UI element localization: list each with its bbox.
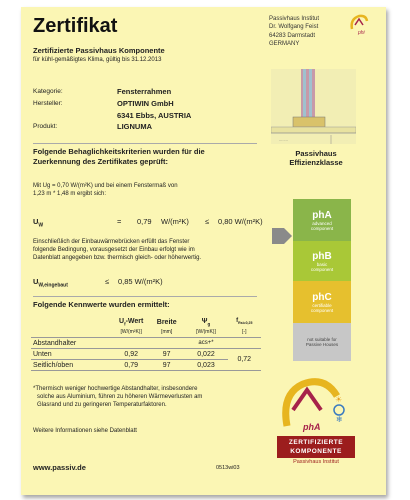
- uw-eq: =: [117, 217, 122, 226]
- class-phb-name: phB: [312, 250, 332, 262]
- col-frsi: $f_{Rsi=0,25}$: [236, 318, 253, 326]
- footnote-line3: Glasrand und zu geringeren Temperaturfaktoren.: [37, 402, 167, 408]
- uwe-value: 0,85 W/(m²K): [118, 277, 163, 286]
- certificate-code: 0513wi03: [216, 465, 240, 471]
- kennwerte-table: [31, 317, 261, 371]
- class-marker-arrow-icon: [272, 225, 292, 247]
- institute-address: [269, 15, 319, 48]
- row-uf: 0,92: [113, 349, 149, 360]
- seal-line2: KOMPONENTE: [290, 448, 342, 455]
- installation-text-line1: Einschließlich der Einbauwärmebrücken erfüllt das Fenster: [33, 239, 190, 245]
- svg-text:........: ........: [279, 137, 288, 142]
- value-manufacturer-address: 6341 Ebbs, AUSTRIA: [117, 111, 192, 120]
- table-row: [31, 338, 261, 349]
- seal-banner: [277, 436, 355, 458]
- class-not-suitable-label2: Passive Houses: [305, 342, 339, 347]
- institute-city: 64283 Darmstadt: [269, 32, 316, 39]
- uwe-le: ≤: [105, 277, 110, 286]
- installation-text-line3: Datenblatt angegeben bzw. thermisch gleich- oder höherwertig.: [33, 255, 202, 261]
- seal-institute: Passivhaus Institut: [293, 459, 339, 465]
- row-uf: 0,79: [113, 360, 149, 371]
- row-psi: 0,023: [184, 360, 227, 371]
- seal-graphic-icon: [273, 372, 359, 434]
- unit-uf: [W/(m²K)]: [113, 327, 149, 338]
- frsi-value: 0,72: [228, 349, 261, 371]
- certificate-validity: für kühl-gemäßigtes Klima, gültig bis 31.12.2013: [33, 57, 162, 63]
- unit-frsi: [-]: [228, 327, 261, 338]
- efficiency-heading-line1: Passivhaus: [295, 149, 337, 158]
- certificate-title: Zertifikat: [33, 15, 118, 37]
- table-row: [31, 360, 261, 371]
- table-header-row: [31, 317, 261, 327]
- uwe-label: U: [33, 277, 39, 286]
- label-product: Produkt:: [33, 123, 58, 130]
- footnote-line2: solche aus Aluminium, führen zu höheren Wärmeverlusten am: [37, 394, 203, 400]
- class-phc-name: phC: [312, 291, 332, 303]
- certified-component-seal: [273, 372, 359, 470]
- uw-limit: 0,80 W/(m²K): [218, 217, 263, 226]
- uw-symbol: [33, 217, 43, 229]
- institute-name: Passivhaus Institut: [269, 16, 320, 22]
- criteria-heading: [33, 147, 205, 167]
- table-unit-row: [31, 327, 261, 338]
- institute-country: GERMANY: [269, 40, 300, 47]
- value-manufacturer: OPTIWIN GmbH: [117, 99, 174, 108]
- row-breite: 97: [149, 360, 184, 371]
- col-psi: $\Psi_g$: [201, 317, 211, 327]
- seal-line1: ZERTIFIZIERTE: [288, 439, 344, 446]
- class-pha-label2: component: [310, 225, 334, 231]
- installation-text: [33, 238, 201, 262]
- spacer-value: acs+*: [184, 338, 227, 349]
- certificate-subtitle: Zertifizierte Passivhaus Komponente: [33, 46, 165, 55]
- unit-breite: [mm]: [149, 327, 184, 338]
- class-phb-label2: component: [310, 266, 334, 272]
- class-phc-label1: certifiable: [312, 302, 332, 308]
- class-pha-label1: advanced: [312, 220, 332, 226]
- row-breite: 97: [149, 349, 184, 360]
- divider: [33, 143, 257, 144]
- row-name: Unten: [31, 349, 113, 360]
- criteria-text-line1: Mit Ug = 0,70 W/(m²K) und bei einem Fenstermaß von: [33, 183, 178, 189]
- more-info: Weitere Informationen siehe Datenblatt: [33, 428, 137, 434]
- col-breite: Breite: [156, 318, 177, 326]
- uw-le: ≤: [205, 217, 210, 226]
- footnote-line1: *Thermisch weniger hochwertige Abstandhalter, insbesondere: [33, 386, 198, 392]
- phi-logo-icon: [348, 13, 370, 35]
- class-phb: [293, 241, 351, 281]
- window-frame-illustration: [271, 69, 356, 144]
- label-category: Kategorie:: [33, 88, 63, 95]
- spacer-label: Abstandhalter: [31, 338, 113, 349]
- class-pha: [293, 199, 351, 241]
- label-manufacturer: Hersteller:: [33, 100, 63, 107]
- class-phc: [293, 281, 351, 323]
- class-not-suitable: [293, 323, 351, 361]
- uw-installed-symbol: [33, 277, 68, 289]
- value-category: Fensterrahmen: [117, 87, 172, 96]
- col-uf: $U_f$-Wert: [119, 317, 144, 327]
- class-pha-name: phA: [312, 209, 332, 221]
- svg-text:❄: ❄: [336, 415, 343, 424]
- institute-person: Dr. Wolfgang Feist: [269, 24, 319, 31]
- criteria-heading-line1: Folgende Behaglichkeitskriterien wurden für die: [33, 147, 205, 156]
- criteria-text-line2: 1,23 m * 1,48 m ergibt sich:: [33, 191, 107, 197]
- seal-pha-text: phA: [303, 422, 321, 432]
- efficiency-heading-line2: Effizienzklasse: [289, 158, 343, 167]
- svg-text:☀: ☀: [335, 395, 343, 404]
- class-phc-label2: component: [310, 307, 334, 313]
- uw-label: U: [33, 217, 39, 226]
- kennwerte-heading: Folgende Kennwerte wurden ermittelt:: [33, 300, 170, 309]
- row-name: Seitlich/oben: [31, 360, 113, 371]
- certificate-sheet: [21, 7, 386, 495]
- uw-unit: W/(m²K): [161, 217, 189, 226]
- installation-text-line2: folgende Bedingung, vorausgesetzt der Einbau erfolgt wie im: [33, 247, 195, 253]
- efficiency-class-heading: [271, 149, 361, 167]
- uw-value: 0,79: [137, 217, 152, 226]
- table-row: [31, 349, 261, 360]
- divider: [33, 296, 257, 297]
- spacer-footnote: [33, 385, 202, 409]
- row-psi: 0,022: [184, 349, 227, 360]
- unit-psi: [W/(mK)]: [184, 327, 227, 338]
- uw-sub: W: [38, 222, 44, 229]
- class-not-suitable-label1: not suitable for: [307, 337, 337, 342]
- value-product: LIGNUMA: [117, 122, 152, 131]
- criteria-text: [33, 182, 178, 198]
- website-link[interactable]: www.passiv.de: [33, 463, 86, 472]
- uwe-sub: W,eingebaut: [38, 282, 68, 289]
- criteria-heading-line2: Zuerkennung des Zertifikates geprüft:: [33, 157, 169, 166]
- class-phb-label1: basic: [316, 261, 328, 267]
- phi-logo-text: phi: [358, 30, 365, 35]
